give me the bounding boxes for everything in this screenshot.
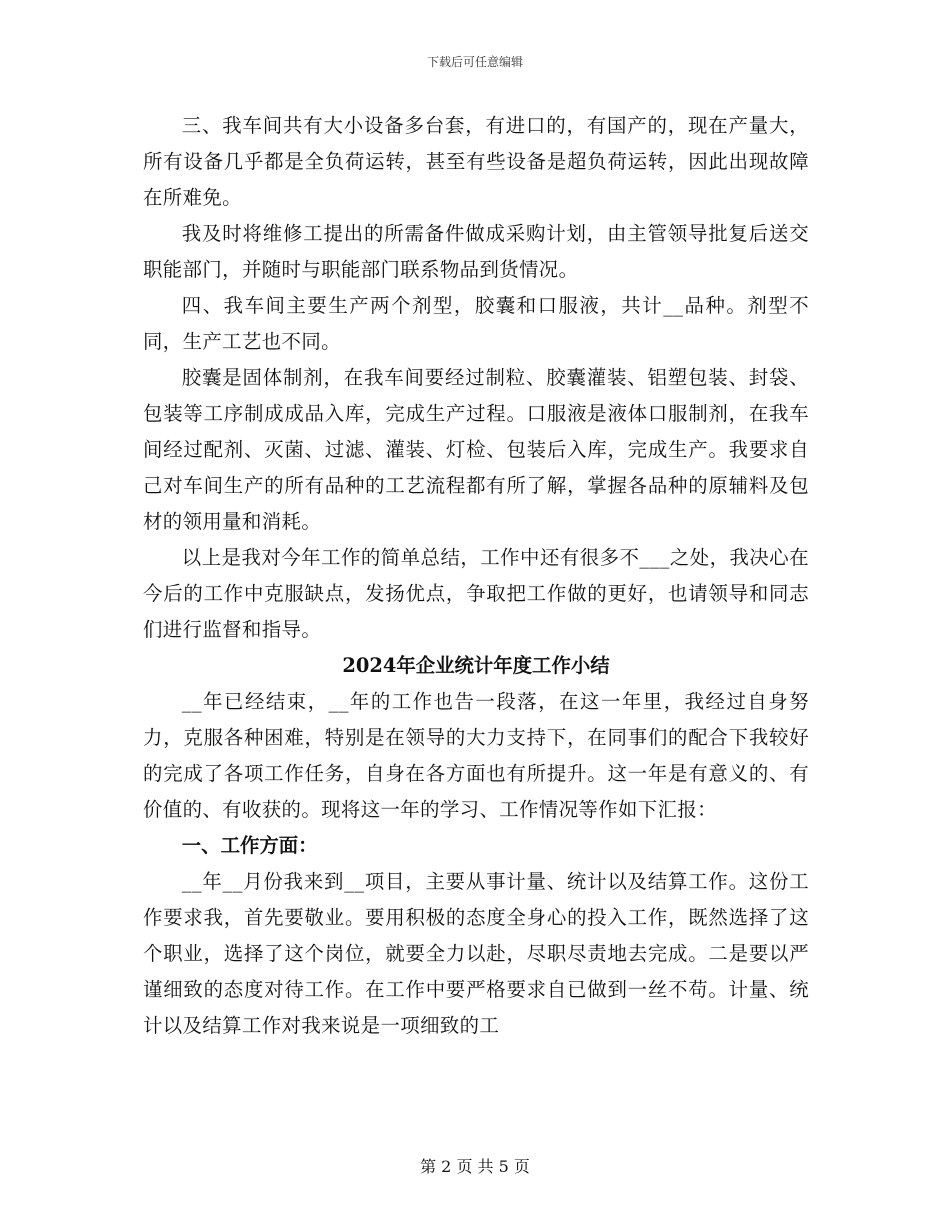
document-body (143, 108, 809, 1044)
document-title: 2024年企业统计年度工作小结 (342, 654, 610, 677)
section-heading-work: 一、工作方面： (181, 834, 318, 857)
paragraph-dosage-forms: 四、我车间主要生产两个剂型，胶囊和口服液，共计__品种。剂型不同，生产工艺也不同。 (143, 294, 809, 353)
paragraph-process: 胶囊是固体制剂，在我车间要经过制粒、胶囊灌装、铝塑包装、封袋、包装等工序制成成品入库，完成生产过程。口服液是液体口服制剂，在我车间经过配剂、灭菌、过滤、灌装、灯检、包装后入库，完成生产。我要求自己对车间生产的所有品种的工艺流程都有所了解，掌握各品种的原辅料及包材的领用量和消耗。 (143, 366, 809, 533)
paragraph-conclusion: 以上是我对今年工作的简单总结，工作中还有很多不___之处，我决心在今后的工作中克服缺点，发扬优点，争取把工作做的更好，也请领导和同志们进行监督和指导。 (143, 546, 809, 641)
paragraph-spare-parts: 我及时将维修工提出的所需备件做成采购计划，由主管领导批复后送交职能部门，并随时与职能部门联系物品到货情况。 (143, 222, 809, 281)
page-number: 第 2 页 共 5 页 (420, 1157, 530, 1176)
paragraph-equipment: 三、我车间共有大小设备多台套，有进口的，有国产的，现在产量大，所有设备几乎都是全负荷运转，甚至有些设备是超负荷运转，因此出现故障在所难免。 (143, 114, 809, 209)
page-header-note: 下载后可任意编辑 (426, 55, 523, 69)
paragraph-intro: __年已经结束，__年的工作也告一段落，在这一年里，我经过自身努力，克服各种困难，特别是在领导的大力支持下，在同事们的配合下我较好的完成了各项工作任务，自身在各方面也有所提升。这一年是有意义的、有价值的、有收获的。现将这一年的学习、工作情况等作如下汇报： (143, 690, 809, 821)
paragraph-work: __年__月份我来到__项目，主要从事计量、统计以及结算工作。这份工作要求我，首先要敬业。要用积极的态度全身心的投入工作，既然选择了这个职业，选择了这个岗位，就要全力以赴，尽职尽责地去完成。二是要以严谨细致的态度对待工作。在工作中要严格要求自已做到一丝不苟。计量、统计以及结算工作对我来说是一项细致的工 (143, 870, 809, 1037)
